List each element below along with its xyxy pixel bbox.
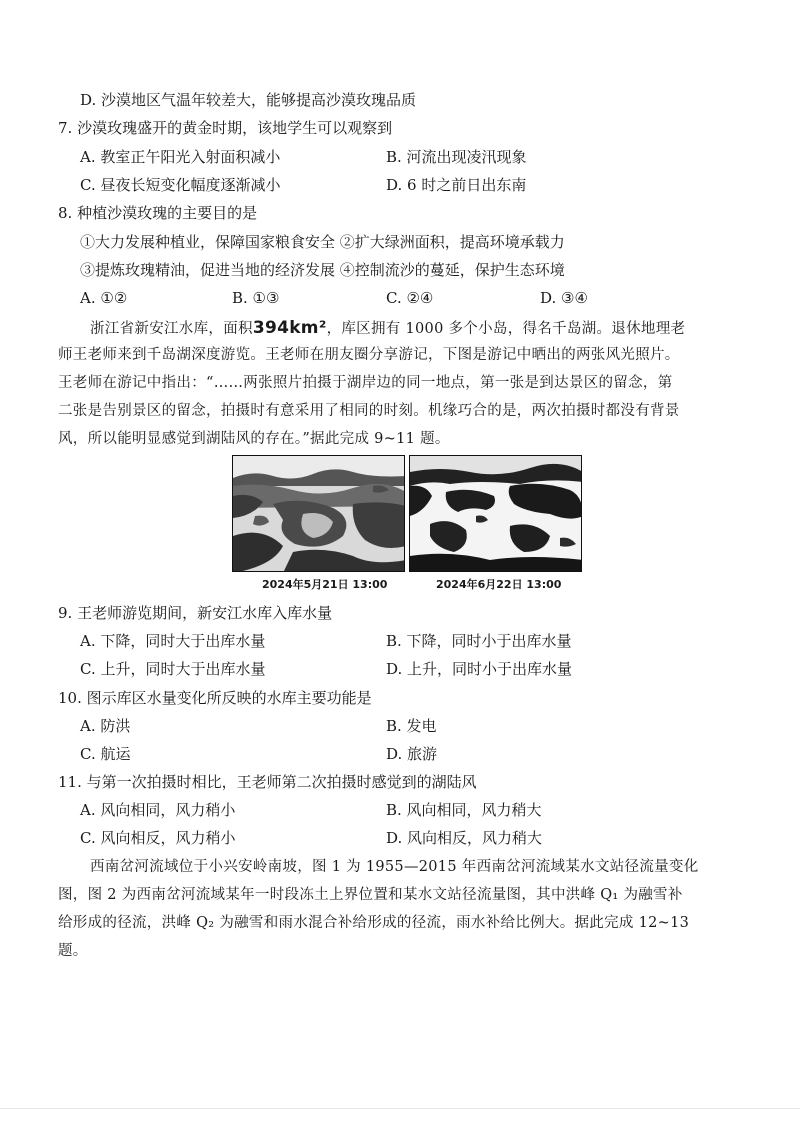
photo-caption-may: 2024年5月21日 13:00 <box>262 578 388 591</box>
q9-option-c: C. 上升，同时大于出库水量 <box>80 660 266 678</box>
lake-photo-may <box>232 455 405 572</box>
q8-option-b: B. ①③ <box>232 289 280 307</box>
passage2-line3: 给形成的径流，洪峰 Q₂ 为融雪和雨水混合补给形成的径流，雨水补给比例大。据此完成 12~13 <box>58 915 690 931</box>
q9-option-b: B. 下降，同时小于出库水量 <box>386 632 572 650</box>
q8-statements-2: ③提炼玫瑰精油，促进当地的经济发展 ④控制流沙的蔓延，保护生态环境 <box>80 261 565 279</box>
q9-option-a: A. 下降，同时大于出库水量 <box>80 632 266 650</box>
q10-stem: 10. 图示库区水量变化所反映的水库主要功能是 <box>58 689 372 707</box>
q7-option-d: D. 6 时之前日出东南 <box>386 176 527 194</box>
q8-statements-1: ①大力发展种植业，保障国家粮食安全 ②扩大绿洲面积，提高环境承载力 <box>80 233 565 251</box>
q9-stem: 9. 王老师游览期间，新安江水库入库水量 <box>58 604 333 622</box>
q11-stem: 11. 与第一次拍摄时相比，王老师第二次拍摄时感觉到的湖陆风 <box>58 773 477 791</box>
q8-stem: 8. 种植沙漠玫瑰的主要目的是 <box>58 204 258 222</box>
passage1-line5: 风，所以能明显感觉到湖陆风的存在。”据此完成 9~11 题。 <box>58 431 450 447</box>
q7-option-c: C. 昼夜长短变化幅度逐渐减小 <box>80 176 281 194</box>
lake-photo-june-graphic <box>410 456 582 572</box>
q9-option-d: D. 上升，同时小于出库水量 <box>386 660 573 678</box>
q7-stem: 7. 沙漠玫瑰盛开的黄金时期，该地学生可以观察到 <box>58 119 393 137</box>
q11-option-d: D. 风向相反，风力稍大 <box>386 829 543 847</box>
q6-option-d: D. 沙漠地区气温年较差大，能够提高沙漠玫瑰品质 <box>80 91 417 109</box>
q7-option-a: A. 教室正午阳光入射面积减小 <box>80 148 281 166</box>
q11-option-a: A. 风向相同，风力稍小 <box>80 801 236 819</box>
page-bottom-divider <box>0 1108 800 1109</box>
passage1-line4: 二张是告别景区的留念，拍摄时有意采用了相同的时刻。机缘巧合的是，两次拍摄时都没有背景 <box>58 403 680 419</box>
passage2-line4: 题。 <box>58 943 88 959</box>
q10-option-b: B. 发电 <box>386 717 437 735</box>
lake-photo-may-graphic <box>233 456 405 572</box>
q8-option-c: C. ②④ <box>386 289 434 307</box>
passage2-line2: 图，图 2 为西南岔河流域某年一时段冻土上界位置和某水文站径流量图，其中洪峰 Q₁ 为融雪补 <box>58 887 683 903</box>
passage2-line1: 西南岔河流域位于小兴安岭南坡，图 1 为 1955—2015 年西南岔河流域某水文站径流量变化 <box>90 859 699 875</box>
q8-option-d: D. ③④ <box>540 289 588 307</box>
passage1-line1 <box>90 318 685 339</box>
lake-photo-june <box>409 455 582 572</box>
passage1-area: 394km² <box>252 318 327 338</box>
q11-option-c: C. 风向相反，风力稍小 <box>80 829 236 847</box>
photo-caption-june: 2024年6月22日 13:00 <box>436 578 562 591</box>
q8-option-a: A. ①② <box>80 289 128 307</box>
passage1-line1-b: ，库区拥有 1000 多个小岛，得名千岛湖。退休地理老 <box>326 321 686 337</box>
passage1-line2: 师王老师来到千岛湖深度游览。王老师在朋友圈分享游记，下图是游记中晒出的两张风光照片。 <box>58 347 680 363</box>
q11-option-b: B. 风向相同，风力稍大 <box>386 801 542 819</box>
passage1-line1-a: 浙江省新安江水库，面积 <box>90 321 253 337</box>
q10-option-c: C. 航运 <box>80 745 131 763</box>
q10-option-a: A. 防洪 <box>80 717 131 735</box>
q10-option-d: D. 旅游 <box>386 745 438 763</box>
passage1-line3: 王老师在游记中指出：“……两张照片拍摄于湖岸边的同一地点，第一张是到达景区的留念，第 <box>58 375 673 391</box>
q7-option-b: B. 河流出现凌汛现象 <box>386 148 527 166</box>
